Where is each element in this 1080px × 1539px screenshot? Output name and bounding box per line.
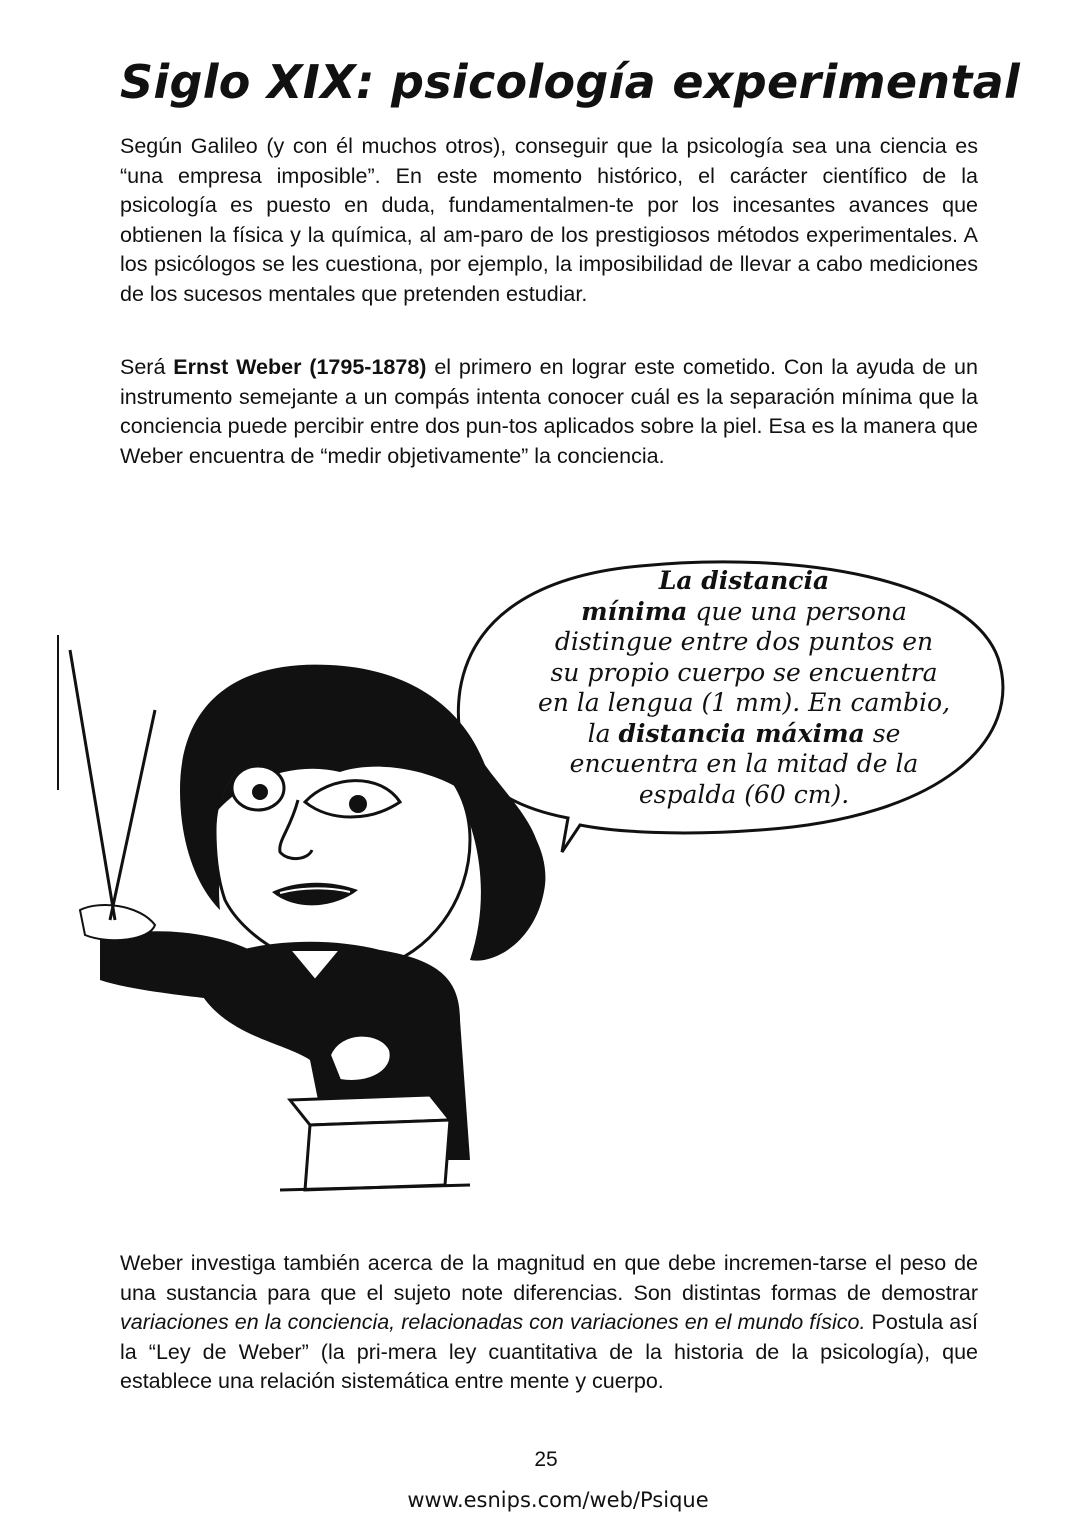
bubble-line: encuentra en la mitad de la <box>569 749 919 778</box>
footer-url: www.esnips.com/web/Psique <box>407 1488 709 1512</box>
weber-name: Ernst Weber (1795-1878) <box>173 355 427 379</box>
intro-2-rest: el primero en lograr este cometido. Con la ayuda de un instrumento semejante a un compás intenta conocer cuál es la separación mínima que la conciencia puede percibir entre dos pun-tos aplicados sobre la piel. Esa es la manera que Weber encuentra de “medir objetivamente” la conciencia. <box>120 355 978 468</box>
bubble-line: su propio cuerpo se encuentra <box>550 657 938 687</box>
intro-2-lead: Será <box>120 355 166 379</box>
compass-instrument <box>58 635 155 920</box>
weight-block <box>280 1095 470 1190</box>
intro-paragraph-2 <box>120 353 978 471</box>
bubble-line: en la lengua (1 mm). En cambio, <box>537 688 951 717</box>
intro-paragraph-1: Según Galileo (y con él muchos otros), conseguir que la psicología sea una ciencia es “una empresa imposible”. En este momento histórico, el carácter científico de la psicología es puesto en duda, fundamentalmen-te por los incesantes avances que obtienen la física y la química, al am-paro de los prestigiosos métodos experimentales. A los psicólogos se les cuestiona, por ejemplo, la imposibilidad de llevar a cabo mediciones de los sucesos mentales que pretenden estudiar. <box>120 134 978 306</box>
bubble-line: La distancia <box>658 566 830 595</box>
bubble-line: mínima que una persona <box>581 596 907 626</box>
closing-paragraph <box>120 1249 978 1397</box>
speech-bubble-text <box>476 566 1012 810</box>
arm <box>100 931 258 1000</box>
bubble-line: la distancia máxima se <box>587 718 901 748</box>
page-number: 25 <box>534 1448 558 1471</box>
bubble-line: espalda (60 cm). <box>638 779 850 809</box>
closing-lead: Weber investiga también acerca de la magnitud en que debe incremen-tarse el peso de una sustancia para que el sujeto note diferencias. Son distintas formas de demostrar <box>120 1251 978 1305</box>
bubble-line: distingue entre dos puntos en <box>554 627 934 656</box>
closing-italic: variaciones en la conciencia, relacionadas con variaciones en el mundo físico. <box>120 1310 866 1335</box>
closing-rest: Postula así la “Ley de Weber” (la pri-mera ley cuantitativa de la historia de la psicología), que establece una relación sistemática entre mente y cuerpo. <box>120 1310 978 1394</box>
page-title: Siglo XIX: psicología experimental <box>120 55 1021 109</box>
